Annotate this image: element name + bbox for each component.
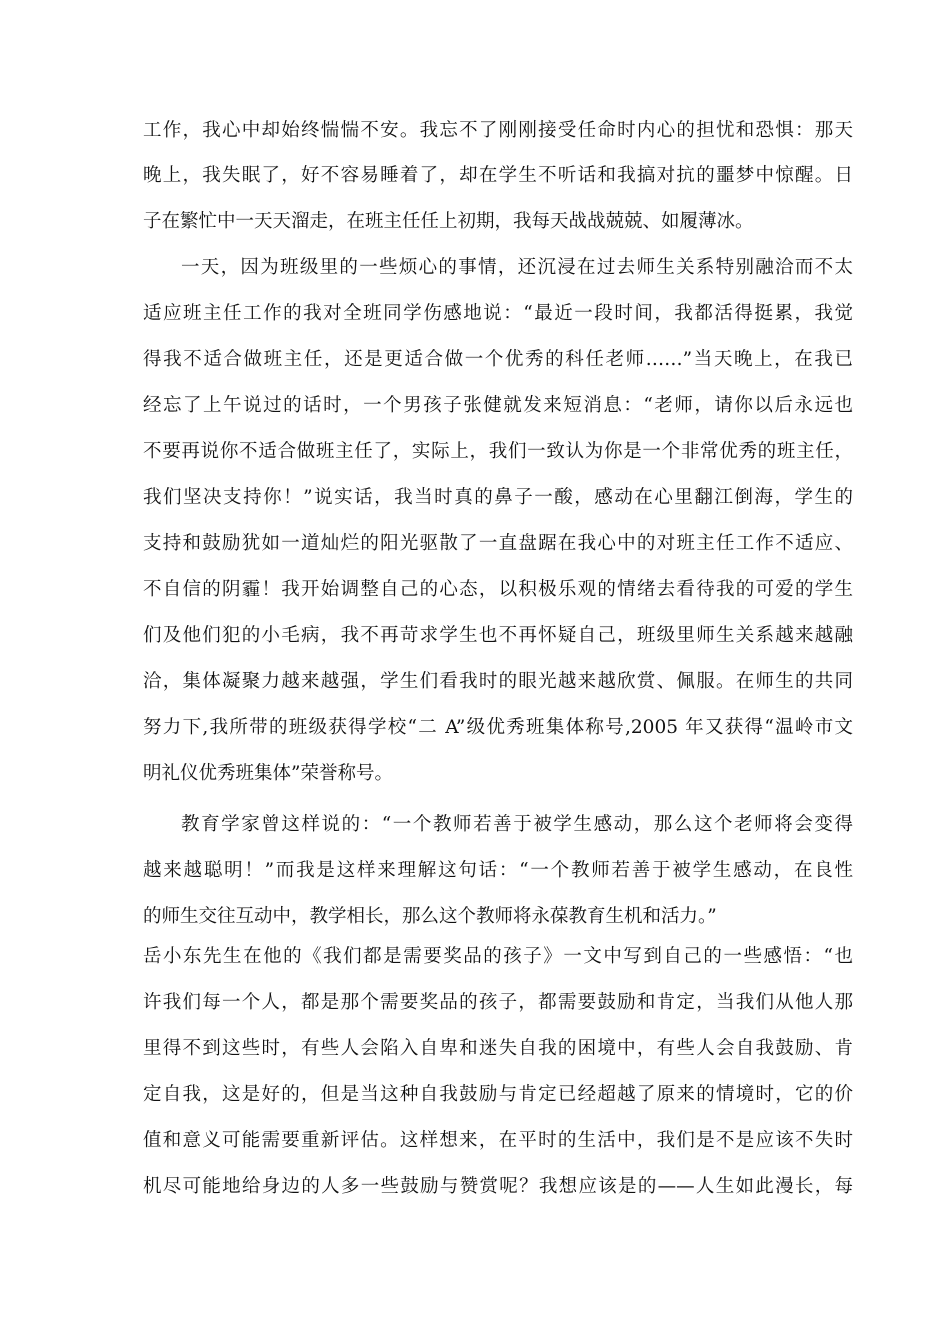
text-line: 值和意义可能需要重新评估。这样想来，在平时的生活中，我们是不是应该不失时 [143, 1130, 853, 1151]
text-line: 许我们每一个人，都是那个需要奖品的孩子，都需要鼓励和肯定，当我们从他人那 [143, 992, 853, 1013]
text-line: 努力下,我所带的班级获得学校“二 A”级优秀班集体称号,2005 年又获得“温岭市文 [143, 717, 853, 738]
text-line: 子在繁忙中一天天溜走，在班主任任上初期，我每天战战兢兢、如履薄冰。 [143, 211, 754, 232]
text-line: 不自信的阴霾！我开始调整自己的心态，以积极乐观的情绪去看待我的可爱的学生 [143, 579, 853, 600]
text-line: 明礼仪优秀班集体”荣誉称号。 [143, 763, 393, 784]
text-line: 适应班主任工作的我对全班同学伤感地说：“最近一段时间，我都活得挺累，我觉 [143, 303, 853, 324]
text-line: 得我不适合做班主任，还是更适合做一个优秀的科任老师……”当天晚上，在我已 [143, 349, 853, 370]
text-line: 的师生交往互动中，教学相长，那么这个教师将永葆教育生机和活力。” [143, 906, 717, 927]
text-line: 教育学家曾这样说的：“一个教师若善于被学生感动，那么这个老师将会变得 [181, 814, 853, 835]
text-line: 们及他们犯的小毛病，我不再苛求学生也不再怀疑自己，班级里师生关系越来越融 [143, 625, 853, 646]
text-line: 我们坚决支持你！”说实话，我当时真的鼻子一酸，感动在心里翻江倒海，学生的 [143, 487, 853, 508]
text-line: 不要再说你不适合做班主任了，实际上，我们一致认为你是一个非常优秀的班主任， [143, 441, 853, 462]
text-line: 一天，因为班级里的一些烦心的事情，还沉浸在过去师生关系特别融洽而不太 [181, 257, 853, 278]
text-line: 晚上，我失眠了，好不容易睡着了，却在学生不听话和我搞对抗的噩梦中惊醒。日 [143, 165, 853, 186]
text-line: 洽，集体凝聚力越来越强，学生们看我时的眼光越来越欣赏、佩服。在师生的共同 [143, 671, 853, 692]
text-line: 经忘了上午说过的话时，一个男孩子张健就发来短消息：“老师，请你以后永远也 [143, 395, 853, 416]
text-line: 支持和鼓励犹如一道灿烂的阳光驱散了一直盘踞在我心中的对班主任工作不适应、 [143, 533, 853, 554]
text-line: 里得不到这些时，有些人会陷入自卑和迷失自我的困境中，有些人会自我鼓励、肯 [143, 1038, 853, 1059]
text-line: 越来越聪明！”而我是这样来理解这句话：“一个教师若善于被学生感动，在良性 [143, 860, 853, 881]
text-line: 工作，我心中却始终惴惴不安。我忘不了刚刚接受任命时内心的担忧和恐惧：那天 [143, 120, 853, 141]
text-line: 机尽可能地给身边的人多一些鼓励与赞赏呢？我想应该是的——人生如此漫长，每 [143, 1176, 853, 1197]
text-line: 定自我，这是好的，但是当这种自我鼓励与肯定已经超越了原来的情境时，它的价 [143, 1084, 853, 1105]
text-line: 岳小东先生在他的《我们都是需要奖品的孩子》一文中写到自己的一些感悟：“也 [143, 946, 853, 967]
